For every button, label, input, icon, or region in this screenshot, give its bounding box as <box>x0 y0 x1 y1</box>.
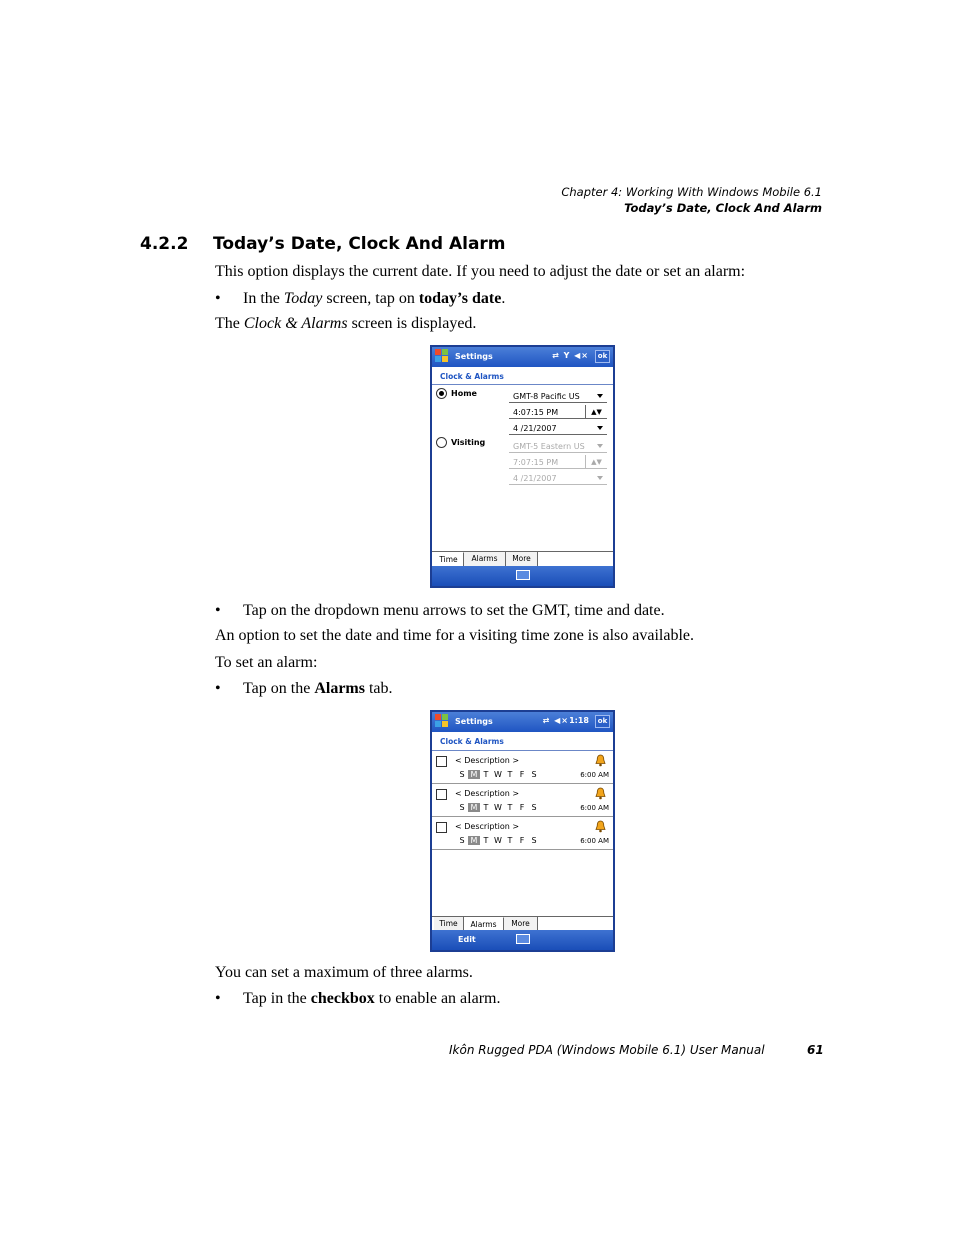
visiting-date-dropdown[interactable]: 4 /21/2007 <box>509 471 607 485</box>
home-date-dropdown[interactable]: 4 /21/2007 <box>509 421 607 435</box>
day-toggle[interactable]: S <box>459 803 465 812</box>
alarm-time[interactable]: 6:00 AM <box>580 771 609 779</box>
day-toggle[interactable]: S <box>459 836 465 845</box>
day-toggle[interactable]: T <box>483 803 489 812</box>
home-timezone-dropdown[interactable]: GMT-8 Pacific US <box>509 389 607 403</box>
day-toggle[interactable]: F <box>519 803 525 812</box>
edit-softkey[interactable]: Edit <box>458 935 476 944</box>
bullet-marker: • <box>215 680 221 697</box>
day-toggle[interactable]: T <box>483 836 489 845</box>
screen-displayed-paragraph: The Clock & Alarms screen is displayed. <box>215 315 477 332</box>
screen-subtitle: Clock & Alarms <box>432 732 613 751</box>
day-toggle[interactable]: S <box>531 770 537 779</box>
clock-alarms-time-screenshot <box>430 345 615 588</box>
running-header-chapter: Chapter 4: Working With Windows Mobile 6.1 <box>561 185 822 199</box>
title-bar <box>432 712 613 732</box>
chevron-down-icon[interactable] <box>597 476 603 480</box>
chevron-down-icon[interactable] <box>597 394 603 398</box>
chevron-down-icon[interactable] <box>597 426 603 430</box>
time-spinner[interactable]: ▲▼ <box>585 405 607 419</box>
alarm-row[interactable] <box>432 751 613 784</box>
chevron-down-icon[interactable] <box>597 444 603 448</box>
bullet-alarms-tab: • Tap on the Alarms tab. <box>215 680 393 697</box>
max-alarms-paragraph: You can set a maximum of three alarms. <box>215 964 473 981</box>
visiting-label: Visiting <box>451 438 486 447</box>
bullet-checkbox: • Tap in the checkbox to enable an alarm. <box>215 990 501 1007</box>
day-toggle[interactable]: F <box>519 836 525 845</box>
alarm-bell-icon[interactable] <box>594 754 607 767</box>
alarm-description[interactable]: < Description > <box>455 789 520 798</box>
alarm-days <box>456 803 540 812</box>
day-toggle[interactable]: M <box>468 836 480 845</box>
bullet-dropdown-arrows: • Tap on the dropdown menu arrows to set the GMT, time and date. <box>215 602 665 619</box>
day-toggle[interactable]: W <box>494 803 502 812</box>
section-number: 4.2.2 <box>140 234 189 254</box>
bullet-today-date: • In the Today screen, tap on today’s date. <box>215 290 506 307</box>
time-spinner[interactable]: ▲▼ <box>585 455 607 469</box>
alarm-days <box>456 836 540 845</box>
day-toggle[interactable]: S <box>531 803 537 812</box>
footer-manual-title: Ikôn Rugged PDA (Windows Mobile 6.1) User Manual <box>449 1043 765 1057</box>
title-bar-title: Settings <box>455 717 493 726</box>
tab-strip <box>432 551 613 567</box>
bullet-marker: • <box>215 602 221 619</box>
status-icons: ⇄ Y ◀× <box>552 351 589 360</box>
tab-time[interactable]: Time <box>434 552 464 567</box>
day-toggle[interactable]: M <box>468 803 480 812</box>
status-clock: 1:18 <box>569 716 589 725</box>
bullet-marker: • <box>215 290 221 307</box>
alarm-row[interactable] <box>432 784 613 817</box>
day-toggle[interactable]: F <box>519 770 525 779</box>
day-toggle[interactable]: T <box>483 770 489 779</box>
tab-alarms[interactable]: Alarms <box>464 917 504 932</box>
screen-subtitle: Clock & Alarms <box>432 367 613 385</box>
tab-alarms[interactable]: Alarms <box>464 552 506 567</box>
day-toggle[interactable]: M <box>468 770 480 779</box>
visiting-note-paragraph: An option to set the date and time for a visiting time zone is also available. <box>215 627 694 644</box>
page-number: 61 <box>807 1043 824 1057</box>
status-icons: ⇄ ◀× <box>542 716 569 725</box>
alarm-row[interactable] <box>432 817 613 850</box>
clock-alarms-alarms-screenshot <box>430 710 615 952</box>
set-alarm-paragraph: To set an alarm: <box>215 654 318 671</box>
keyboard-icon[interactable] <box>516 934 530 944</box>
alarm-bell-icon[interactable] <box>594 787 607 800</box>
intro-paragraph: This option displays the current date. If you need to adjust the date or set an alarm: <box>215 263 746 280</box>
running-header-section: Today’s Date, Clock And Alarm <box>624 201 822 215</box>
alarm-enable-checkbox[interactable] <box>436 756 447 767</box>
soft-key-bar <box>432 930 613 950</box>
alarm-description[interactable]: < Description > <box>455 756 520 765</box>
alarm-time[interactable]: 6:00 AM <box>580 837 609 845</box>
tab-more[interactable]: More <box>504 917 538 932</box>
windows-start-icon[interactable] <box>435 714 450 729</box>
tab-more[interactable]: More <box>506 552 538 567</box>
home-radio[interactable] <box>436 388 447 399</box>
section-title: Today’s Date, Clock And Alarm <box>213 234 506 254</box>
soft-key-bar <box>432 566 613 586</box>
day-toggle[interactable]: T <box>507 770 513 779</box>
alarm-description[interactable]: < Description > <box>455 822 520 831</box>
alarm-enable-checkbox[interactable] <box>436 789 447 800</box>
day-toggle[interactable]: T <box>507 836 513 845</box>
ok-button[interactable]: ok <box>595 350 610 363</box>
day-toggle[interactable]: T <box>507 803 513 812</box>
ok-button[interactable]: ok <box>595 715 610 728</box>
visiting-time-field[interactable]: 7:07:15 PM ▲▼ <box>509 455 607 469</box>
alarm-bell-icon[interactable] <box>594 820 607 833</box>
title-bar-title: Settings <box>455 352 493 361</box>
bullet-marker: • <box>215 990 221 1007</box>
day-toggle[interactable]: S <box>459 770 465 779</box>
title-bar <box>432 347 613 367</box>
section-heading <box>140 234 506 254</box>
windows-start-icon[interactable] <box>435 349 450 364</box>
visiting-timezone-dropdown[interactable]: GMT-5 Eastern US <box>509 439 607 453</box>
tab-time[interactable]: Time <box>434 917 464 932</box>
day-toggle[interactable]: S <box>531 836 537 845</box>
home-time-field[interactable]: 4:07:15 PM ▲▼ <box>509 405 607 419</box>
day-toggle[interactable]: W <box>494 836 502 845</box>
home-label: Home <box>451 389 477 398</box>
alarm-time[interactable]: 6:00 AM <box>580 804 609 812</box>
keyboard-icon[interactable] <box>516 570 530 580</box>
day-toggle[interactable]: W <box>494 770 502 779</box>
visiting-radio[interactable] <box>436 437 447 448</box>
alarm-days <box>456 770 540 779</box>
alarm-enable-checkbox[interactable] <box>436 822 447 833</box>
